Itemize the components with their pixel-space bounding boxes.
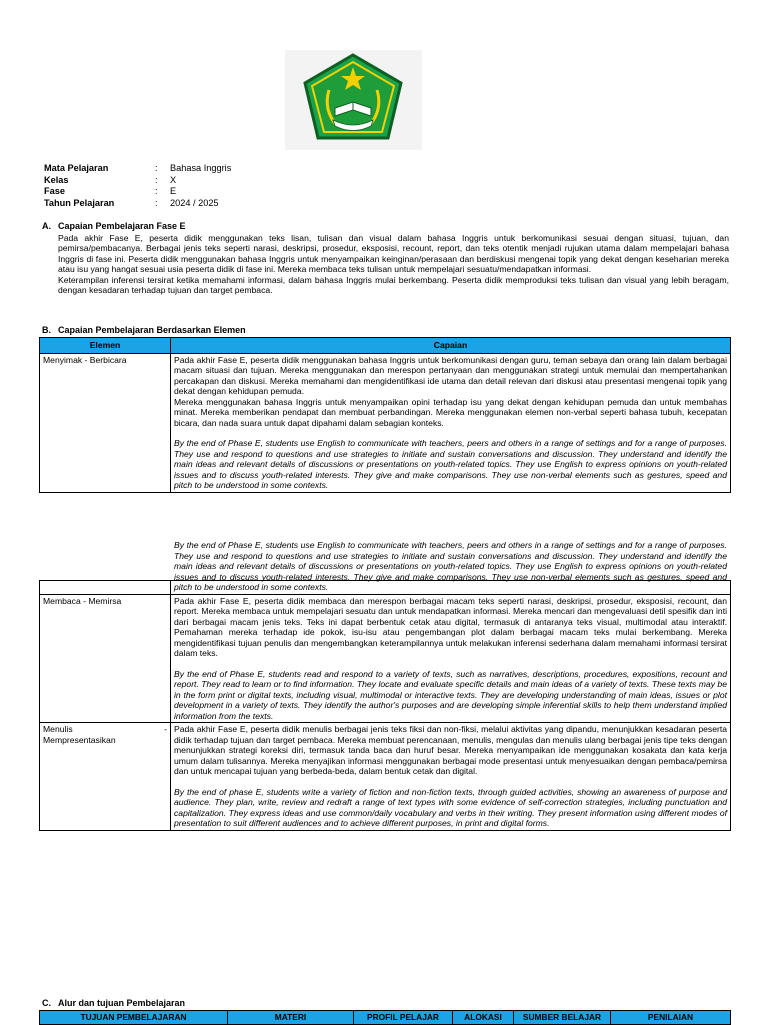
achievement-en: By the end of Phase E, students read and respond to a variety of texts, such as narratives, descriptions, procedures, expositions, recount and report. They read to learn or to find information. They locate and evaluate specific details and main ideas of a variety of texts. These texts may be in the form print or digital texts, including visual, multimodal or interactive texts. They are developing understanding of main ideas, issues or plot development in a variety of texts. They identify the author's purposes and are developing simple inferential skills to help them understand implied information from the texts.	[174, 668, 727, 721]
elements-table	[39, 337, 731, 493]
colon: :	[155, 174, 158, 185]
section-title: Capaian Pembelajaran Berdasarkan Elemen	[58, 325, 246, 335]
section-title: Capaian Pembelajaran Fase E	[58, 221, 186, 231]
achievement-id: Pada akhir Fase E, peserta didik menulis berbagai jenis teks fiksi dan non-fiksi, melalui aktivitas yang dipandu, menunjukkan kesadaran peserta didik terhadap tujuan dan target pembaca. Mereka membuat perencanaan, menulis, mengulas dan menulis ulang berbagai jenis tipe teks dengan menunjukkan strategi koreksi diri, termasuk tanda baca dan huruf besar. Mereka menyampaikan ide menggunakan kosakata dan kata kerja umum dalam tulisannya. Mereka menyajikan informasi menggunakan berbagai mode presentasi untuk menyesuaikan dengan pembaca/pemirsa dan untuk mencapai tujuan yang berbeda-beda, dalam bentuk cetak dan digital.	[174, 724, 727, 776]
subject-label: Mata Pelajaran	[44, 163, 109, 173]
table-header: PENILAIAN	[611, 1011, 731, 1025]
class-value: X	[170, 174, 177, 185]
table-row	[40, 581, 731, 595]
element-cell: Menyimak - Berbicara	[40, 353, 171, 492]
section-title: Alur dan tujuan Pembelajaran	[58, 998, 186, 1008]
table-header: ALOKASI	[453, 1011, 514, 1025]
year-label: Tahun Pelajaran	[44, 198, 115, 209]
section-a-heading	[42, 221, 186, 231]
elements-table-continued	[39, 540, 731, 831]
achievement-cell	[171, 540, 731, 595]
table-header: TUJUAN PEMBELAJARAN	[40, 1011, 228, 1025]
learning-flow-table-clip	[39, 1010, 732, 1024]
element-name: Mempresentasikan	[43, 734, 116, 745]
section-number: A.	[42, 221, 51, 231]
paragraph: Pada akhir Fase E, peserta didik menggunakan teks lisan, tulisan dan visual dalam bahasa Inggris untuk berkomunikasi sesuai dengan situasi, tujuan, dan pemirsa/pembacanya. Berbagai jenis teks seperti narasi, deskripsi, prosedur, eksposisi, recount, report, dan teks otentik menjadi rujukan utama dalam mempelajari bahasa Inggris di fase ini. Peserta didik menggunakan bahasa Inggris untuk menyampaikan keinginan/perasaan dan berdiskusi mengenai topik yang dekat dengan keseharian mereka atau isu yang hangat sesuai usia peserta didik di fase ini. Mereka membaca teks tulisan untuk mempelajari sesuatu/mendapatkan informasi.	[58, 233, 729, 275]
table-header: SUMBER BELAJAR	[514, 1011, 611, 1025]
achievement-id: Mereka menggunakan bahasa Inggris untuk menyampaikan opini terhadap isu yang dekat dengan kehidupan pemuda dan untuk membahas minat. Mereka memberikan pendapat dan membuat perbandingan. Mereka menggunakan elemen non-verbal seperti bahasa tubuh, kecepatan bicara, dan nada suara untuk dapat dipahami dalam sebagian konteks.	[174, 396, 727, 428]
element-cell	[40, 581, 171, 595]
colon: :	[155, 186, 158, 197]
table-row	[40, 594, 731, 723]
achievement-en: By the end of Phase E, students use English to communicate with teachers, peers and others in a range of settings and for a range of purposes. They use and respond to questions and use strategies to initiate and sustain conversations and discussion. They understand and identify the main ideas and relevant details of discussions or presentations on youth-related topics. They use English to express opinions on youth-related issues and to discuss youth-related interests. They give and make comparisons. They use non-verbal elements such as gestures, speed and pitch to be understood in some contexts.	[174, 438, 727, 490]
phase-label: Fase	[44, 186, 65, 197]
learning-flow-table	[39, 1010, 731, 1025]
achievement-id: Pada akhir Fase E, peserta didik membaca dan merespon berbagai macam teks seperti narasi, deskripsi, prosedur, eksposisi, recount, dan report. Mereka membaca untuk mempelajari sesuatu dan untuk mendapatkan informasi. Mereka mencari dan mengevaluasi detil spesifik dan inti dari berbagai macam jenis teks. Teks ini dapat berbentuk cetak atau digital, termasuk di antaranya teks visual, multimodal atau interaktif. Pemahaman mereka terhadap ide pokok, isu-isu atau pengembangan plot dalam berbagai macam teks mulai berkembang. Mereka mengidentifikasi tujuan penulis dan mengembangkan keterampilannya untuk melakukan inferensi sederhana dalam memahami informasi tersirat dalam teks.	[174, 595, 727, 658]
achievement-cell	[171, 594, 731, 723]
element-cell: Membaca - Memirsa	[40, 594, 171, 723]
achievement-en-cont: By the end of Phase E, students use English to communicate with teachers, peers and others in a range of settings and for a range of purposes. They use and respond to questions and use strategies to initiate and sustain conversations and discussion. They understand and identify the main ideas and relevant details of discussions or presentations on youth-related topics. They use English to express opinions on youth-related issues and to discuss youth-related interests. They give and make comparisons. They use non-verbal elements such as gestures, speed and pitch to be understood in some contexts.	[174, 540, 727, 592]
subject-info	[44, 163, 231, 210]
section-b-heading	[42, 325, 246, 335]
subject-value: Bahasa Inggris	[170, 163, 232, 173]
colon: :	[155, 163, 158, 173]
element-cell	[40, 723, 171, 831]
colon: :	[155, 198, 158, 209]
paragraph: Keterampilan inferensi tersirat ketika memahami informasi, dalam bahasa Inggris mulai berkembang. Peserta didik memproduksi teks tulisan dan visual yang lebih beragam, dengan kesadaran terhadap tujuan dan target pembaca.	[58, 274, 729, 296]
table-row	[40, 723, 731, 831]
class-label: Kelas	[44, 174, 69, 185]
table-row	[40, 353, 731, 492]
elements-table-page-1	[39, 337, 732, 495]
school-emblem	[285, 50, 422, 150]
achievement-en: By the end of phase E, students write a variety of fiction and non-fiction texts, through guided activities, showing an awareness of purpose and audience. They plan, write, review and redraft a range of text types with some evidence of self-correction strategies, including punctuation and capitalization. They express ideas and use common/daily vocabulary and verbs in their writing. They present information using different modes of presentation to suit different audiences and to achieve different purposes, in print and digital forms.	[174, 786, 727, 828]
year-value: 2024 / 2025	[170, 198, 219, 209]
element-dash: -	[164, 724, 167, 734]
table-header: Elemen	[40, 338, 171, 354]
element-name: Menulis	[43, 724, 73, 734]
achievement-cell	[171, 723, 731, 831]
table-header: PROFIL PELAJAR	[354, 1011, 453, 1025]
achievement-id: Pada akhir Fase E, peserta didik menggunakan bahasa Inggris untuk berkomunikasi dengan guru, teman sebaya dan orang lain dalam berbagai macam situasi dan tujuan. Mereka menggunakan dan merespon pertanyaan dan menggunakan strategi untuk memulai dan mempertahankan percakapan dan diskusi. Mereka memahami dan mengidentifikasi ide utama dan detail relevan dari diskusi atau presentasi mengenai topik yang dekat dengan kehidupan pemuda.	[174, 354, 727, 396]
phase-value: E	[170, 186, 177, 197]
section-number: C.	[42, 998, 51, 1008]
table-header: Capaian	[171, 338, 731, 354]
achievement-cell	[171, 353, 731, 492]
section-c-heading	[42, 998, 185, 1008]
table-header: MATERI	[228, 1011, 354, 1025]
section-a-body	[58, 233, 729, 295]
elements-table-page-2	[39, 540, 732, 886]
section-number: B.	[42, 325, 51, 335]
